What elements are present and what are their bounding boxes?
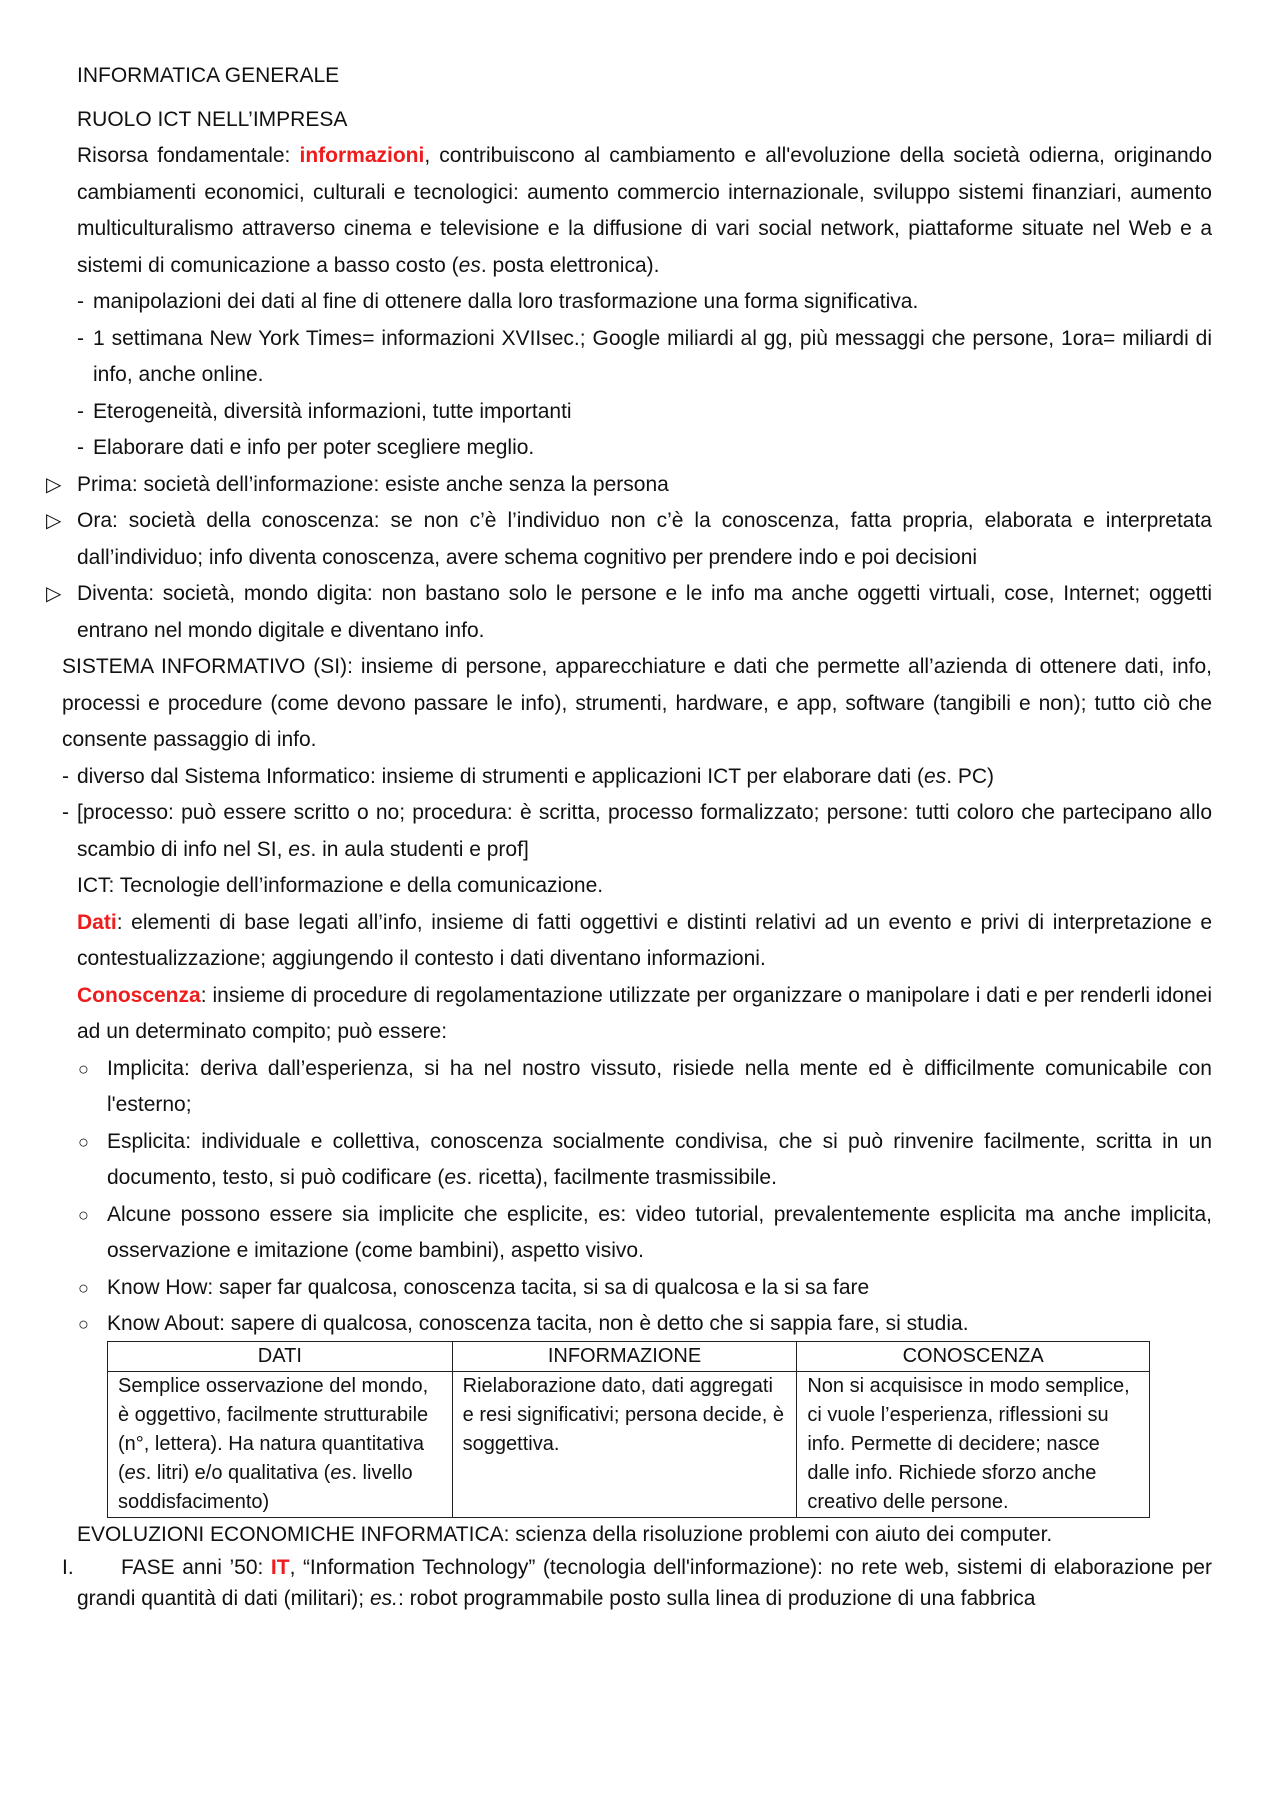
section-heading-ruolo-ict: RUOLO ICT NELL’IMPRESA — [77, 107, 348, 131]
ict-definition: ICT: Tecnologie dell’informazione e della comunicazione. — [77, 874, 604, 897]
list-item: ○ Know How: saper far qualcosa, conoscenza tacita, si sa di qualcosa e la si sa fare — [0, 1270, 1280, 1307]
conoscenza-definition: Conoscenza: insieme di procedure di regolamentazione utilizzate per organizzare o manipolare i dati e per renderli idonei ad un determinato compito; può essere: — [77, 983, 1212, 1043]
highlight-informazioni: informazioni — [299, 144, 425, 167]
triangle-bullet-icon: ▷ — [46, 473, 62, 496]
highlight-conoscenza: Conoscenza — [77, 983, 201, 1007]
table-cell-informazione: Rielaborazione dato, dati aggregati e resi significativi; persona decide, è soggettiva. — [452, 1371, 797, 1517]
table-row — [108, 1371, 1150, 1517]
table-header-conoscenza: CONOSCENZA — [797, 1341, 1150, 1371]
triangle-bullet-icon: ▷ — [46, 583, 62, 605]
comparison-table — [107, 1341, 1150, 1518]
list-item: - diverso dal Sistema Informatico: insieme di strumenti e applicazioni ICT per elaborare dati (es. PC) — [62, 764, 995, 788]
list-item: - 1 settimana New York Times= informazioni XVIIsec.; Google miliardi al gg, più messaggi che persone, 1ora= miliardi di info, anche online. — [77, 326, 1212, 386]
table-cell-conoscenza: Non si acquisisce in modo semplice, ci vuole l’esperienza, riflessioni su info. Permette di decidere; nasce dalle info. Richiede sforzo anche creativo delle persone. — [797, 1371, 1150, 1517]
list-item: ▷ Prima: società dell’informazione: esiste anche senza la persona — [0, 467, 1280, 504]
highlight-it: IT — [270, 1555, 290, 1579]
list-item: ○ Know About: sapere di qualcosa, conoscenza tacita, non è detto che si sappia fare, si studia. — [0, 1306, 1280, 1343]
list-item: ○ Esplicita: individuale e collettiva, conoscenza socialmente condivisa, che si può rinvenire facilmente, scritta in un documento, testo, si può codificare (es. ricetta), facilmente trasmissibile. — [0, 1124, 1280, 1197]
dati-definition: Dati: elementi di base legati all’info, insieme di fatti oggettivi e distinti relativi ad un evento e privi di interpretazione e contestualizzazione; aggiungendo il contesto i dati diventano informazioni. — [77, 910, 1212, 970]
circle-bullet-icon: ○ — [78, 1314, 89, 1334]
sistema-informativo-paragraph: SISTEMA INFORMATIVO (SI): insieme di persone, apparecchiature e dati che permette all’azienda di ottenere dati, info, processi e procedure (come devono passare le info), strumenti, hardware, e app, software (tangibili e non); tutto ciò che consente passaggio di info. — [62, 655, 1212, 751]
list-item: ○ Implicita: deriva dall’esperienza, si ha nel nostro vissuto, risiede nella mente ed è difficilmente comunicabile con l'esterno; — [0, 1051, 1280, 1124]
list-item: - Elaborare dati e info per poter scegliere meglio. — [77, 436, 535, 459]
list-item: I. FASE anni ’50: IT, “Information Technology” (tecnologia dell'informazione): no rete web, sistemi di elaborazione per grandi quantità di dati (militari); es.: robot programmabile posto sulla linea di produzione di una fabbrica — [62, 1555, 1212, 1610]
list-item: ○ Alcune possono essere sia implicite che esplicite, es: video tutorial, prevalentemente esplicita ma anche implicita, osservazione e imitazione (come bambini), aspetto visivo. — [0, 1197, 1280, 1270]
circle-bullet-icon: ○ — [78, 1131, 89, 1152]
list-item: - Eterogeneità, diversità informazioni, tutte importanti — [77, 399, 572, 423]
circle-bullet-icon: ○ — [78, 1058, 89, 1079]
triangle-bullet-icon: ▷ — [46, 510, 62, 532]
document-title: INFORMATICA GENERALE — [77, 64, 340, 87]
circle-bullet-icon: ○ — [78, 1277, 89, 1298]
list-item: - manipolazioni dei dati al fine di ottenere dalla loro trasformazione una forma significativa. — [77, 290, 919, 313]
circle-bullet-icon: ○ — [78, 1204, 89, 1225]
table-cell-dati: Semplice osservazione del mondo, è oggettivo, facilmente strutturabile (n°, lettera). Ha natura quantitativa (es. litri) e/o qualitativa (es. livello soddisfacimento) — [108, 1371, 453, 1517]
highlight-dati: Dati — [77, 910, 117, 934]
intro-paragraph: Risorsa fondamentale: informazioni, contribuiscono al cambiamento e all'evoluzione della società odierna, originando cambiamenti economici, culturali e tecnologici: aumento commercio internazionale, sviluppo sistemi finanziari, aumento multiculturalismo attraverso cinema e televisione e la diffusione di vari social network, piattaforme situate nel Web e a sistemi di comunicazione a basso costo (es. posta elettronica). — [77, 144, 1212, 277]
table-header-dati: DATI — [108, 1341, 453, 1371]
list-item: - [processo: può essere scritto o no; procedura: è scritta, processo formalizzato; persone: tutti coloro che partecipano allo scambio di info nel SI, es. in aula studenti e prof] — [62, 801, 1212, 861]
evoluzioni-heading: EVOLUZIONI ECONOMICHE INFORMATICA: scienza della risoluzione problemi con aiuto dei computer. — [77, 1522, 1053, 1546]
table-header-row — [108, 1341, 1150, 1371]
list-item: ▷ Ora: società della conoscenza: se non c’è l’individuo non c’è la conoscenza, fatta propria, elaborata e interpretata dall’individuo; info diventa conoscenza, avere schema cognitivo per prendere indo e poi decisioni — [0, 503, 1280, 576]
table-header-informazione: INFORMAZIONE — [452, 1341, 797, 1371]
list-item: ▷ Diventa: società, mondo digita: non bastano solo le persone e le info ma anche oggetti virtuali, cose, Internet; oggetti entrano nel mondo digitale e diventano info. — [0, 576, 1280, 649]
